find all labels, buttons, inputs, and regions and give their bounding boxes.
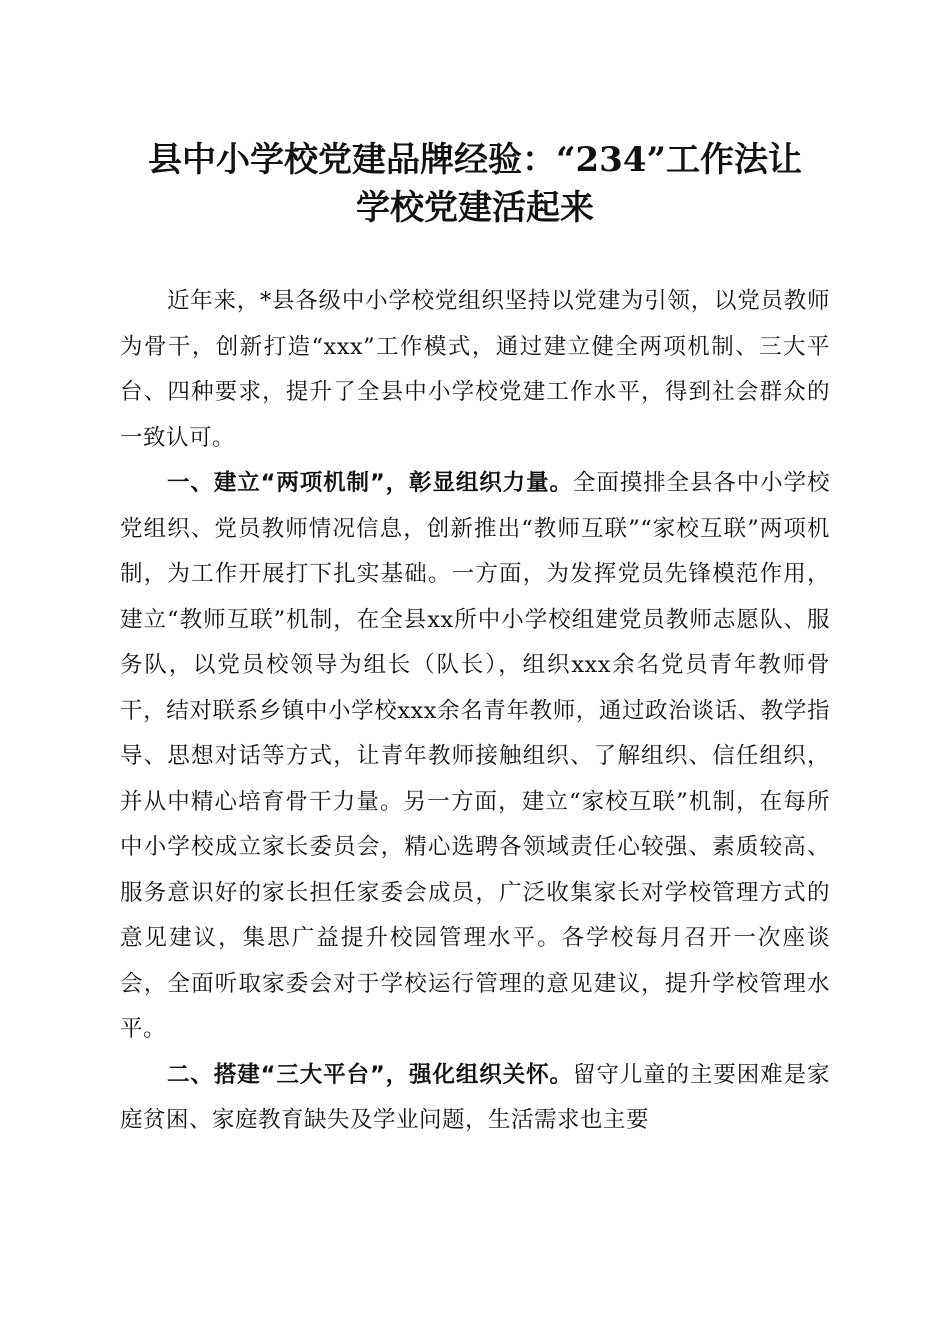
intro-paragraph: 近年来，*县各级中小学校党组织坚持以党建为引领，以党员教师为骨干，创新打造“xxx”工作模式，通过建立健全两项机制、三大平台、四种要求，提升了全县中小学校党建工作水平，得到社会群众的一致认可。 bbox=[120, 288, 830, 451]
title-line-1: 县中小学校党建品牌经验：“234”工作法让 bbox=[147, 140, 803, 180]
document-title bbox=[100, 136, 850, 232]
section-1-paragraph bbox=[120, 461, 830, 1053]
section-1-heading: 一、建立“两项机制”，彰显组织力量。 bbox=[167, 470, 573, 496]
section-2-paragraph bbox=[120, 1053, 830, 1144]
title-line-2: 学校党建活起来 bbox=[356, 188, 594, 228]
section-2-heading: 二、搭建“三大平台”，强化组织关怀。 bbox=[167, 1061, 573, 1088]
document-body bbox=[120, 279, 830, 1144]
section-2-text: 留守儿童的主要困难是家庭贫困、家庭教育缺失及学业问题，生活需求也主要 bbox=[120, 1061, 830, 1133]
section-1-text: 全面摸排全县各中小学校党组织、党员教师情况信息，创新推出“教师互联”“家校互联”两项机制，为工作开展打下扎实基础。一方面，为发挥党员先锋模范作用，建立“教师互联”机制，在全县xx所中小学校组建党员教师志愿队、服务队，以党员校领导为组长（队长），组织xxx余名党员青年教师骨干，结对联系乡镇中小学校xxx余名青年教师，通过政治谈话、教学指导、思想对话等方式，让青年教师接触组织、了解组织、信任组织，并从中精心培育骨干力量。另一方面，建立“家校互联”机制，在每所中小学校成立家长委员会，精心选聘各领域责任心较强、素质较高、服务意识好的家长担任家委会成员，广泛收集家长对学校管理方式的意见建议，集思广益提升校园管理水平。各学校每月召开一次座谈会，全面听取家委会对于学校运行管理的意见建议，提升学校管理水平。 bbox=[120, 470, 830, 1042]
